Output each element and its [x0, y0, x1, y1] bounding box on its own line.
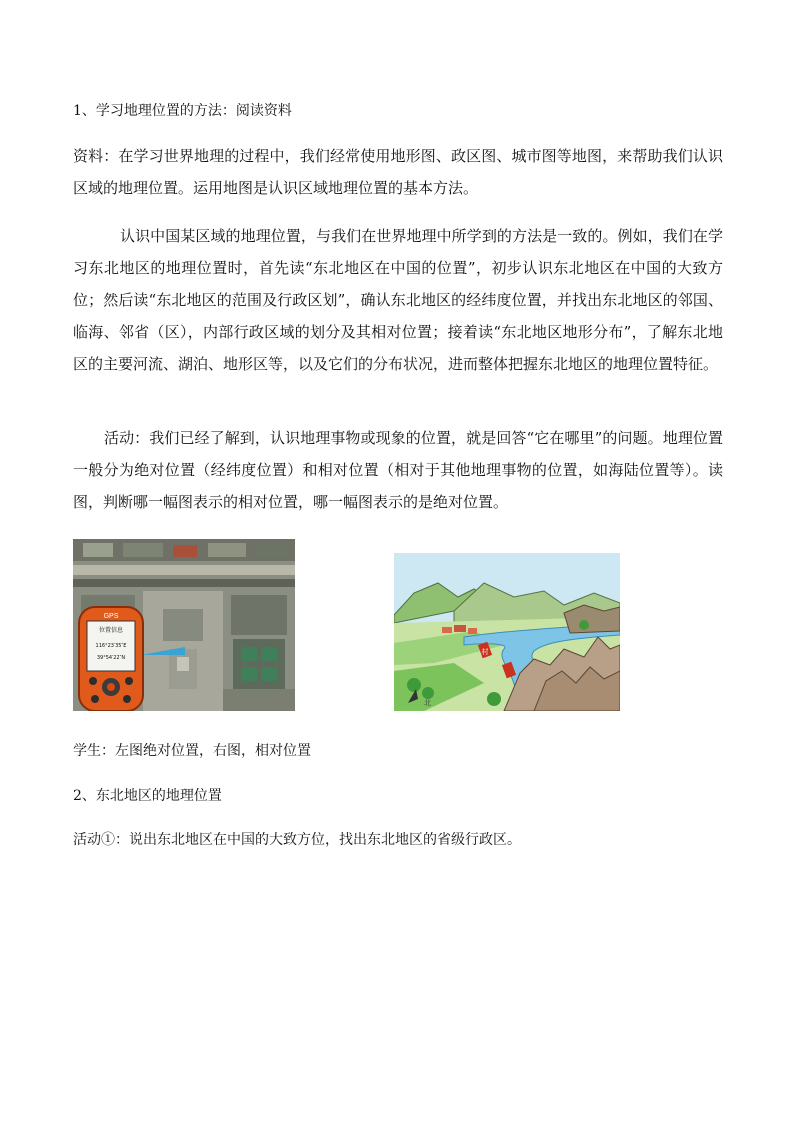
gps-brand-text: GPS: [103, 613, 119, 620]
map-red-label: 村: [481, 648, 489, 656]
gps-screen-title: 位置信息: [98, 627, 124, 634]
section-1-heading: 1、学习地理位置的方法：阅读资料: [73, 103, 292, 119]
section-2-activity: 活动①：说出东北地区在中国的大致方位，找出东北地区的省级行政区。: [73, 832, 521, 848]
material-paragraph: 资料：在学习世界地理的过程中，我们经常使用地形图、政区图、城市图等地图，来帮助我们认识区域的地理位置。运用地图是认识区域地理位置的基本方法。: [73, 147, 723, 197]
satellite-gps-figure: [73, 539, 295, 711]
explanation-paragraph: 认识中国某区域的地理位置，与我们在世界地理中所学到的方法是一致的。例如，我们在学习东北地区的地理位置时，首先读“东北地区在中国的位置”，初步认识东北地区在中国的大致方位；然后读“东北地区的范围及行政区划”，确认东北地区的经纬度位置，并找出东北地区的邻国、临海、邻省（区），内部行政区域的划分及其相对位置；接着读“东北地区地形分布”，了解东北地区的主要河流、湖泊、地形区等，以及它们的分布状况，进而整体把握东北地区的地理位置特征。: [73, 227, 723, 373]
gps-coord-1: 116°23′35″E: [95, 643, 127, 649]
landscape-figure: [394, 553, 620, 711]
section-2-heading: 2、东北地区的地理位置: [73, 788, 222, 804]
activity-paragraph: 活动：我们已经了解到，认识地理事物或现象的位置，就是回答“它在哪里”的问题。地理位置一般分为绝对位置（经纬度位置）和相对位置（相对于其他地理事物的位置，如海陆位置等）。读图，判断哪一幅图表示的相对位置，哪一幅图表示的是绝对位置。: [73, 429, 723, 511]
gps-coord-2: 39°54′22″N: [96, 655, 126, 661]
student-answer: 学生：左图绝对位置，右图，相对位置: [73, 743, 311, 759]
north-arrow-label: 北: [424, 699, 431, 707]
